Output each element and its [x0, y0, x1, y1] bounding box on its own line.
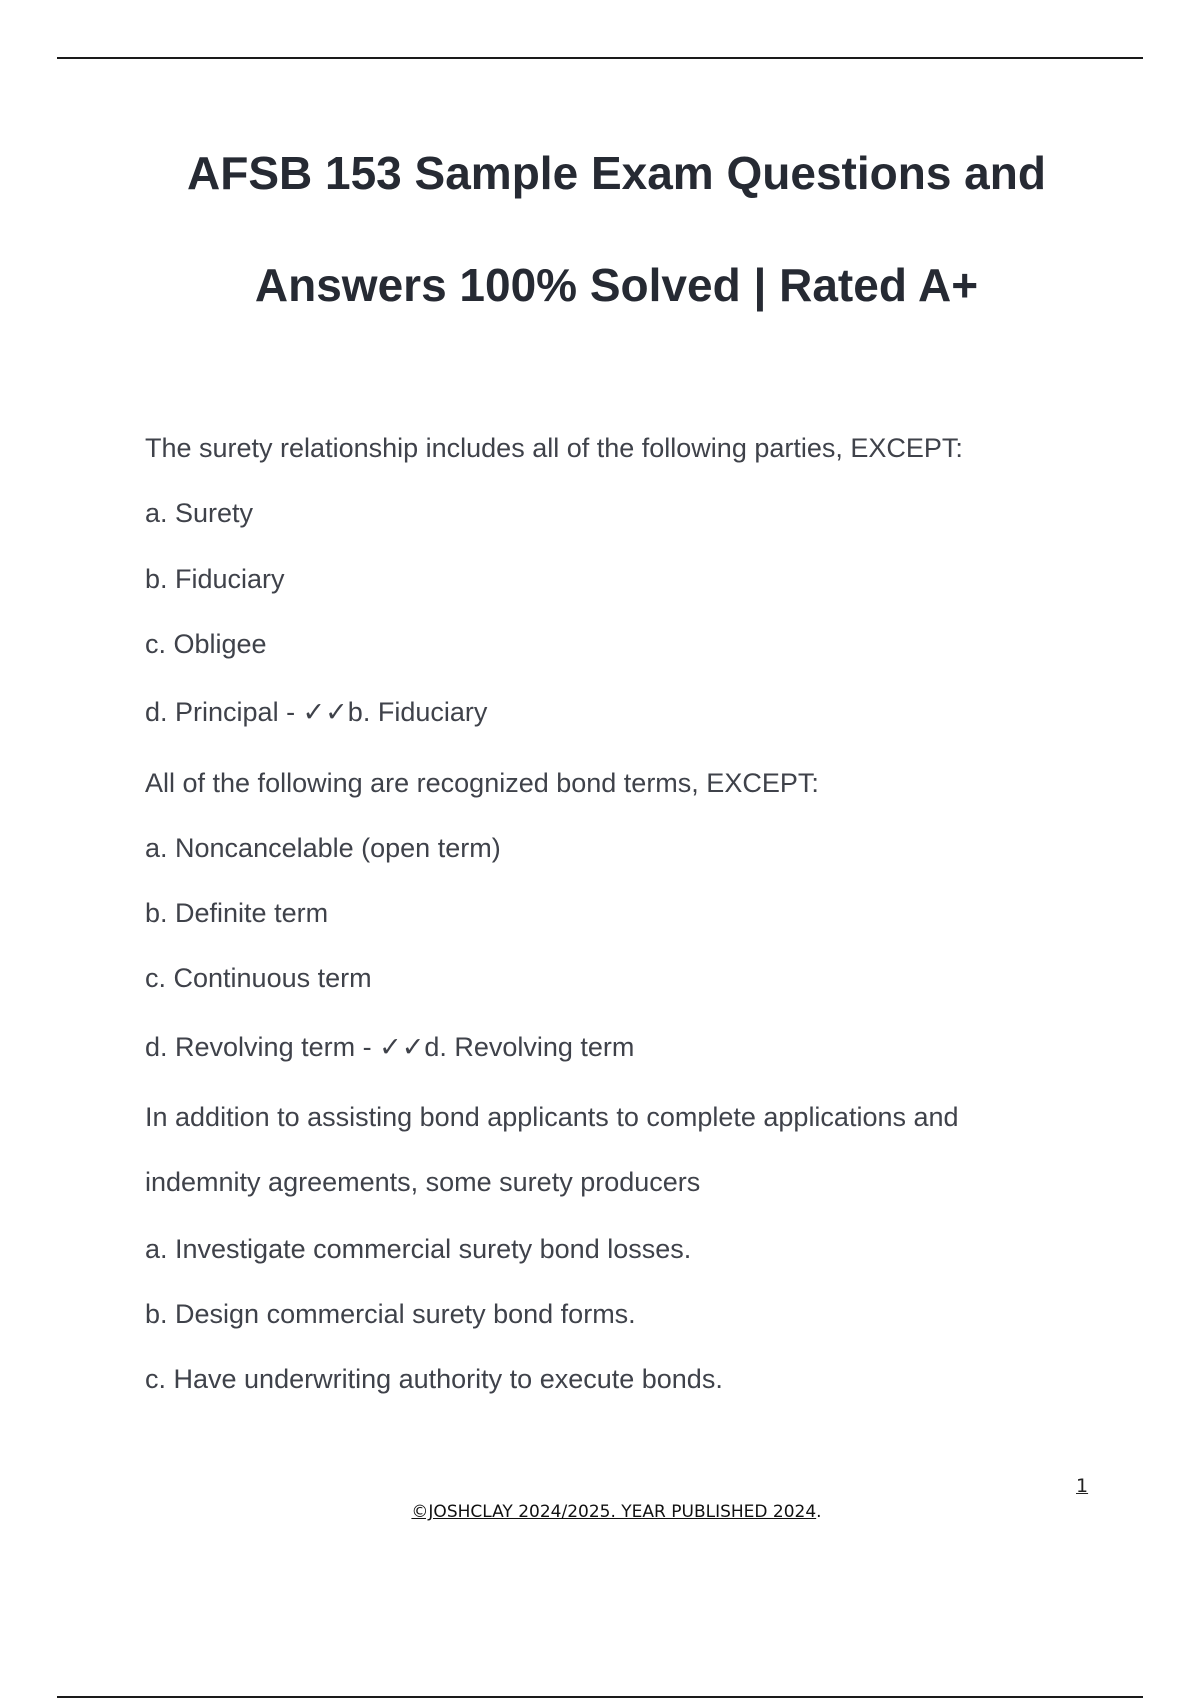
question-1-option-c: c. Obligee	[145, 629, 267, 659]
question-2-text: All of the following are recognized bond terms, EXCEPT:	[145, 768, 819, 798]
page-title-line-1: AFSB 153 Sample Exam Questions and	[187, 147, 1046, 199]
question-2-option-a: a. Noncancelable (open term)	[145, 833, 501, 863]
question-3-option-c: c. Have underwriting authority to execute bonds.	[145, 1364, 723, 1394]
question-1-option-b: b. Fiduciary	[145, 564, 285, 594]
question-2-option-d-answer: d. Revolving term - ✓✓d. Revolving term	[145, 1032, 635, 1062]
question-3-option-b: b. Design commercial surety bond forms.	[145, 1299, 636, 1329]
question-3-text-line-2: indemnity agreements, some surety producers	[145, 1167, 701, 1197]
question-1-text: The surety relationship includes all of the following parties, EXCEPT:	[145, 433, 963, 463]
footer-period: .	[816, 1502, 822, 1522]
question-2-option-c: c. Continuous term	[145, 963, 372, 993]
bottom-rule	[57, 1696, 1143, 1698]
page-title-line-2: Answers 100% Solved | Rated A+	[254, 259, 979, 311]
question-2-option-b: b. Definite term	[145, 898, 329, 928]
question-1-option-a: a. Surety	[145, 498, 254, 528]
question-3-option-a: a. Investigate commercial surety bond losses.	[145, 1234, 692, 1264]
footer	[0, 1502, 1200, 1522]
question-1-option-d-answer: d. Principal - ✓✓b. Fiduciary	[145, 697, 488, 727]
top-rule	[57, 57, 1143, 59]
page-number: 1	[1076, 1475, 1089, 1497]
question-3-text-line-1: In addition to assisting bond applicants to complete applications and	[145, 1102, 959, 1132]
copyright-notice: ©JOSHCLAY 2024/2025. YEAR PUBLISHED 2024	[411, 1502, 817, 1522]
